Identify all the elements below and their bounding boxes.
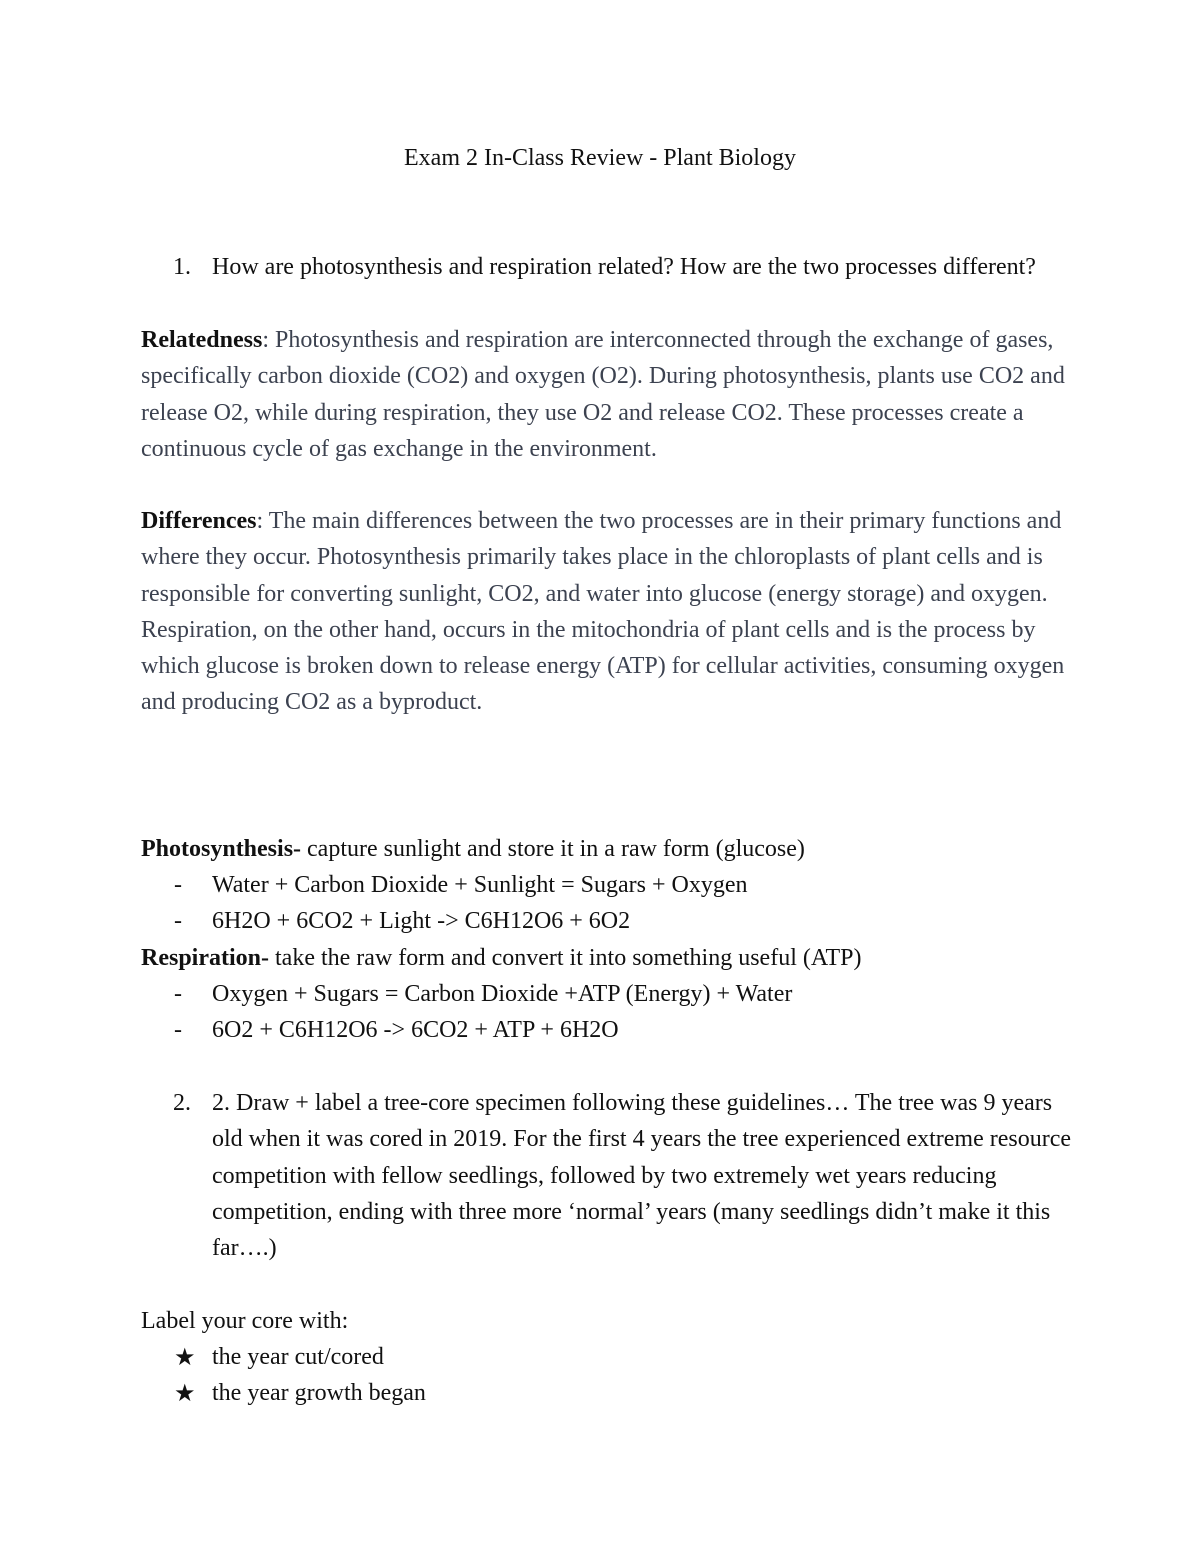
photosynthesis-word-equation: Water + Carbon Dioxide + Sunlight = Sugars + Oxygen xyxy=(212,872,748,898)
relatedness-label: Relatedness xyxy=(141,327,263,353)
question-1-text: How are photosynthesis and respiration related? How are the two processes different? xyxy=(212,254,1036,280)
label-item-year-growth: the year growth began xyxy=(212,1379,426,1406)
differences-label: Differences xyxy=(141,508,257,534)
respiration-chemical-equation: 6O2 + C6H12O6 -> 6CO2 + ATP + 6H2O xyxy=(212,1017,619,1044)
list-item xyxy=(141,903,1071,939)
label-list xyxy=(141,1339,1071,1410)
list-item xyxy=(141,1339,1071,1375)
dash-bullet: - xyxy=(174,981,182,1007)
dash-bullet: - xyxy=(174,908,182,935)
list-item xyxy=(141,867,1071,903)
star-icon: ★ xyxy=(174,1378,196,1407)
question-2 xyxy=(141,1085,1071,1266)
respiration-word-equation: Oxygen + Sugars = Carbon Dioxide +ATP (Energy) + Water xyxy=(212,981,793,1007)
list-item xyxy=(141,1375,1071,1411)
respiration-heading xyxy=(141,940,1071,976)
photosynthesis-chemical-equation: 6H2O + 6CO2 + Light -> C6H12O6 + 6O2 xyxy=(212,908,631,935)
respiration-label: Respiration- xyxy=(141,945,269,971)
differences-answer xyxy=(141,503,1071,721)
respiration-list xyxy=(141,976,1071,1049)
dash-bullet: - xyxy=(174,872,182,898)
respiration-description: take the raw form and convert it into something useful (ATP) xyxy=(269,945,862,971)
question-1-number: 1. xyxy=(173,254,191,280)
photosynthesis-label: Photosynthesis- xyxy=(141,836,302,862)
star-icon: ★ xyxy=(174,1343,196,1371)
differences-text: : The main differences between the two processes are in their primary functions and where they occur. Photosynthesis primarily takes place in the chloroplasts of plant cells and is responsible for converting sunlight, CO2, and water into glucose (energy storage) and oxygen. Respiration, on the other hand, occurs in the mitochondria of plant cells and is the process by which glucose is broken down to release energy (ATP) for cellular activities, consuming oxygen and producing CO2 as a byproduct. xyxy=(141,508,1065,716)
question-2-number: 2. xyxy=(173,1090,191,1116)
list-item xyxy=(141,976,1071,1012)
list-item xyxy=(141,1012,1071,1048)
label-heading: Label your core with: xyxy=(141,1308,349,1334)
label-item-year-cut: the year cut/cored xyxy=(212,1344,384,1370)
question-1 xyxy=(141,249,1071,285)
photosynthesis-list xyxy=(141,867,1071,940)
relatedness-text: : Photosynthesis and respiration are interconnected through the exchange of gases, specifically carbon dioxide (CO2) and oxygen (O2). During photosynthesis, plants use CO2 and release O2, while during respiration, they use O2 and release CO2. These processes create a continuous cycle of gas exchange in the environment. xyxy=(141,327,1065,462)
photosynthesis-description: capture sunlight and store it in a raw form (glucose) xyxy=(301,836,805,862)
photosynthesis-heading xyxy=(141,831,1071,867)
relatedness-answer xyxy=(141,322,1071,467)
document-title: Exam 2 In-Class Review - Plant Biology xyxy=(404,145,796,171)
dash-bullet: - xyxy=(174,1017,182,1044)
question-2-text: 2. Draw + label a tree-core specimen following these guidelines… The tree was 9 years old when it was cored in 2019. For the first 4 years the tree experienced extreme resource competition with fellow seedlings, followed by two extremely wet years reducing competition, ending with three more ‘normal’ years (many seedlings didn’t make it this far….) xyxy=(212,1090,1072,1262)
